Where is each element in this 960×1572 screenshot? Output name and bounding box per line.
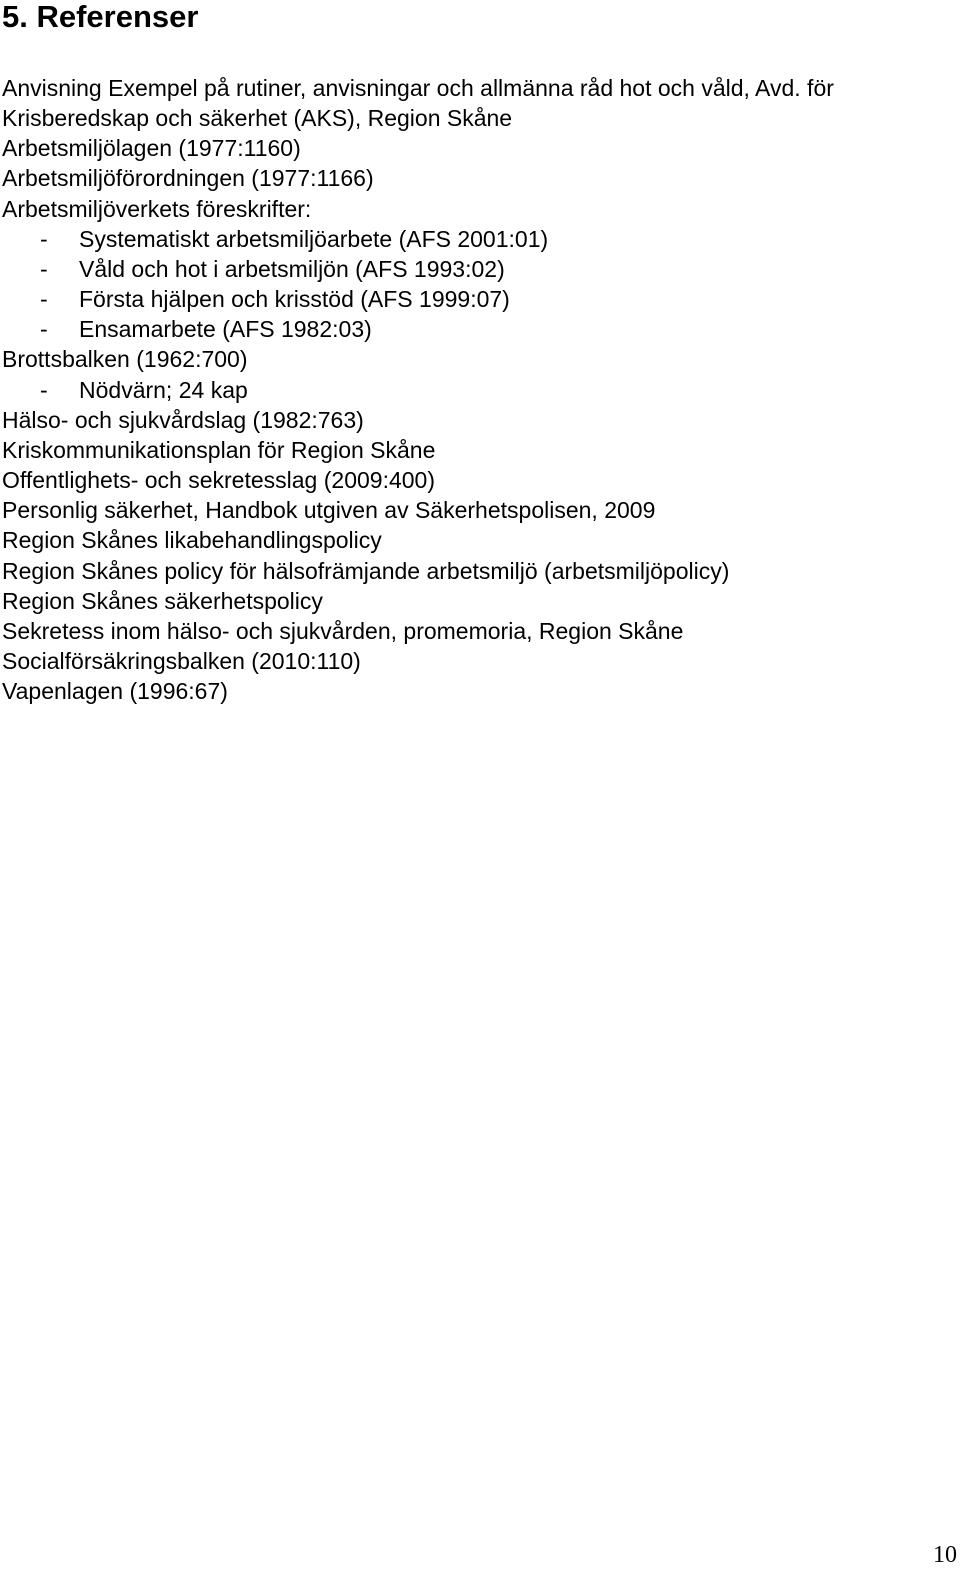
reference-text: Offentlighets- och sekretesslag (2009:400) [2,467,435,494]
reference-item [2,344,952,374]
reference-text: Kriskommunikationsplan för Region Skåne [2,436,436,463]
reference-item [2,163,952,193]
reference-text: Socialförsäkringsbalken (2010:110) [2,647,361,674]
reference-text: Personlig säkerhet, Handbok utgiven av Säkerhetspolisen, 2009 [2,497,656,524]
dash-bullet: - [40,376,48,403]
reference-item [2,465,952,495]
reference-list [2,73,952,706]
reference-text: Region Skånes likabehandlingspolicy [2,527,382,554]
reference-item [2,73,952,133]
dash-bullet: - [40,225,48,252]
page-title: 5. Referenser [2,0,199,34]
reference-text: Första hjälpen och krisstöd (AFS 1999:07) [79,286,510,313]
reference-text: Arbetsmiljöförordningen (1977:1166) [2,165,374,192]
reference-sub-item [2,224,952,254]
dash-bullet: - [40,255,48,282]
reference-item [2,646,952,676]
reference-sub-item [2,314,952,344]
reference-text: Vapenlagen (1996:67) [2,678,228,705]
reference-item [2,676,952,706]
reference-text: Region Skånes säkerhetspolicy [2,587,323,614]
reference-text: Våld och hot i arbetsmiljön (AFS 1993:02) [79,255,505,282]
reference-text: Systematiskt arbetsmiljöarbete (AFS 2001:01) [79,225,549,252]
page-number: 10 [933,1542,957,1568]
reference-text: Brottsbalken (1962:700) [2,346,248,373]
reference-text: Hälso- och sjukvårdslag (1982:763) [2,406,364,433]
reference-text: Ensamarbete (AFS 1982:03) [79,316,372,343]
reference-item [2,556,952,586]
reference-text: Nödvärn; 24 kap [79,376,248,403]
reference-item [2,525,952,555]
reference-item [2,435,952,465]
reference-item [2,495,952,525]
dash-bullet: - [40,316,48,343]
reference-text: Region Skånes policy för hälsofrämjande arbetsmiljö (arbetsmiljöpolicy) [2,557,730,584]
reference-sub-item [2,375,952,405]
reference-text: Arbetsmiljölagen (1977:1160) [2,135,301,162]
reference-item [2,616,952,646]
reference-text: Arbetsmiljöverkets föreskrifter: [2,195,312,222]
reference-text: Anvisning Exempel på rutiner, anvisningar och allmänna råd hot och våld, Avd. för Krisberedskap och säkerhet (AKS), Region Skåne [2,75,834,132]
reference-item [2,133,952,163]
reference-text: Sekretess inom hälso- och sjukvården, promemoria, Region Skåne [2,617,684,644]
reference-sub-item [2,284,952,314]
reference-sub-item [2,254,952,284]
reference-item [2,586,952,616]
reference-item [2,194,952,224]
reference-item [2,405,952,435]
dash-bullet: - [40,286,48,313]
